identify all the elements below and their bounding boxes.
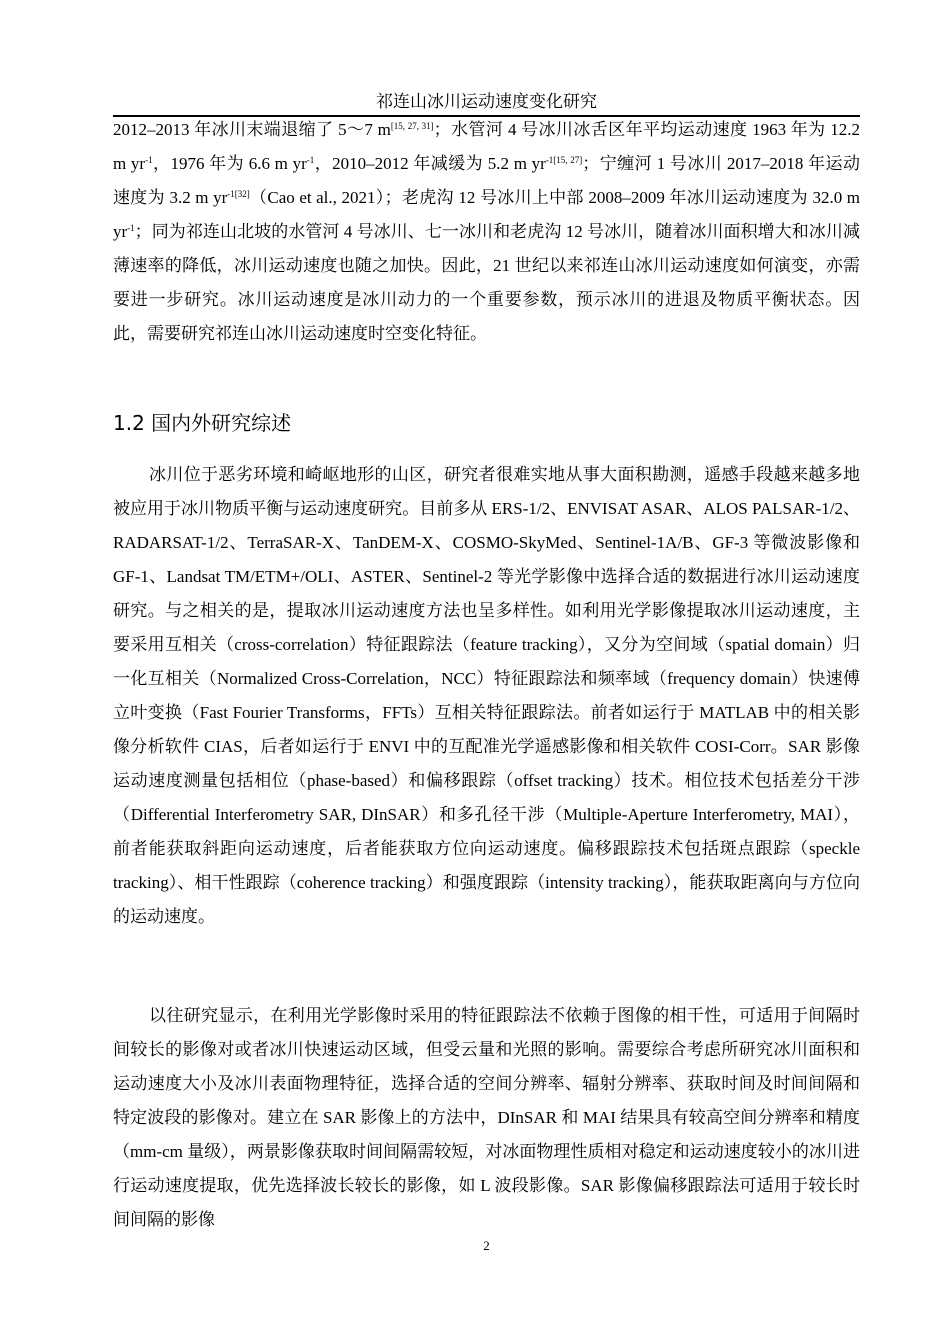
page-number: 2 xyxy=(483,1238,490,1253)
continued-paragraph xyxy=(113,113,860,351)
citation: [15, 27, 31] xyxy=(390,121,434,131)
text-run: 2012–2013 年冰川末端退缩了 5～7 m xyxy=(113,120,391,139)
text-run: ；水管河 4 号冰川冰舌区年平均运动速度 1963 年为 12.2 m yr xyxy=(113,120,860,173)
exponent: -1 xyxy=(306,155,315,165)
exponent-citation: -1[32] xyxy=(227,189,250,199)
running-header: 祁连山冰川运动速度变化研究 xyxy=(376,92,597,112)
paragraph-previous-studies: 以往研究显示，在利用光学影像时采用的特征跟踪法不依赖于图像的相干性，可适用于间隔时间较长的影像对或者冰川快速运动区域，但受云量和光照的影响。需要综合考虑所研究冰川面积和运动速度大小及冰川表面物理特征，选择合适的空间分辨率、辐射分辨率、获取时间及时间间隔和特定波段的影像对。建立在 SAR 影像上的方法中，DInSAR 和 MAI 结果具有较高空间分辨率和精度（mm-cm 量级），两景影像获取时间间隔需较短，对冰面物理性质相对稳定和运动速度较小的冰川进行运动速度提取，优先选择波长较长的影像，如 L 波段影像。SAR 影像偏移跟踪法可适用于较长时间间隔的影像 xyxy=(113,1006,860,1229)
text-run: （Cao et al., 2021）；老虎沟 12 号冰川上中部 2008–2009 年冰川运动速度为 32.0 m yr xyxy=(113,188,860,241)
exponent: -1 xyxy=(145,155,153,165)
paragraph-methods-review: 冰川位于恶劣环境和崎岖地形的山区，研究者很难实地从事大面积勘测，遥感手段越来越多地被应用于冰川物质平衡与运动速度研究。目前多从 ERS-1/2、ENVISAT ASAR、ALOS PALSAR-1/2、RADARSAT-1/2、TerraSAR-X、TanDEM-X、COSMO-SkyMed、Sentinel-1A/B、GF-3 等微波影像和 GF-1、Landsat TM/ETM+/OLI、ASTER、Sentinel-2 等光学影像中选择合适的数据进行冰川运动速度研究。与之相关的是，提取冰川运动速度方法也呈多样性。如利用光学影像提取冰川运动速度，主要采用互相关（cross-correlation）特征跟踪法（feature tracking），又分为空间域（spatial domain）归一化互相关（Normalized Cross-Correlation，NCC）特征跟踪法和频率域（frequency domain）快速傅立叶变换（Fast Fourier Transforms，FFTs）互相关特征跟踪法。前者如运行于 MATLAB 中的相关影像分析软件 CIAS，后者如运行于 ENVI 中的互配准光学遥感影像和相关软件 COSI-Corr。SAR 影像运动速度测量包括相位（phase-based）和偏移跟踪（offset tracking）技术。相位技术包括差分干涉（Differential Interferometry SAR, DInSAR）和多孔径干涉（Multiple-Aperture Interferometry, MAI），前者能获取斜距向运动速度，后者能获取方位向运动速度。偏移跟踪技术包括斑点跟踪（speckle tracking）、相干性跟踪（coherence tracking）和强度跟踪（intensity tracking），能获取距离向与方位向的运动速度。 xyxy=(113,465,861,926)
exponent-citation: -1[15, 27] xyxy=(545,155,583,165)
text-run: ；同为祁连山北坡的水管河 4 号冰川、七一冰川和老虎沟 12 号冰川，随着冰川面积增大和冰川减薄速率的降低，冰川运动速度也随之加快。因此，21 世纪以来祁连山冰川运动速度如何演变，亦需要进一步研究。冰川运动速度是冰川动力的一个重要参数，预示冰川的进退及物质平衡状态。因此，需要研究祁连山冰川运动速度时空变化特征。 xyxy=(113,222,860,343)
section-heading: 1.2 国内外研究综述 xyxy=(113,411,292,435)
exponent: -1 xyxy=(127,223,135,233)
text-run: ；宁缠河 1 号冰川 2017–2018 年运动速度为 3.2 m yr xyxy=(113,154,860,207)
text-run: ，2010–2012 年减缓为 5.2 m yr xyxy=(314,154,546,173)
text-run: ，1976 年为 6.6 m yr xyxy=(152,154,307,173)
